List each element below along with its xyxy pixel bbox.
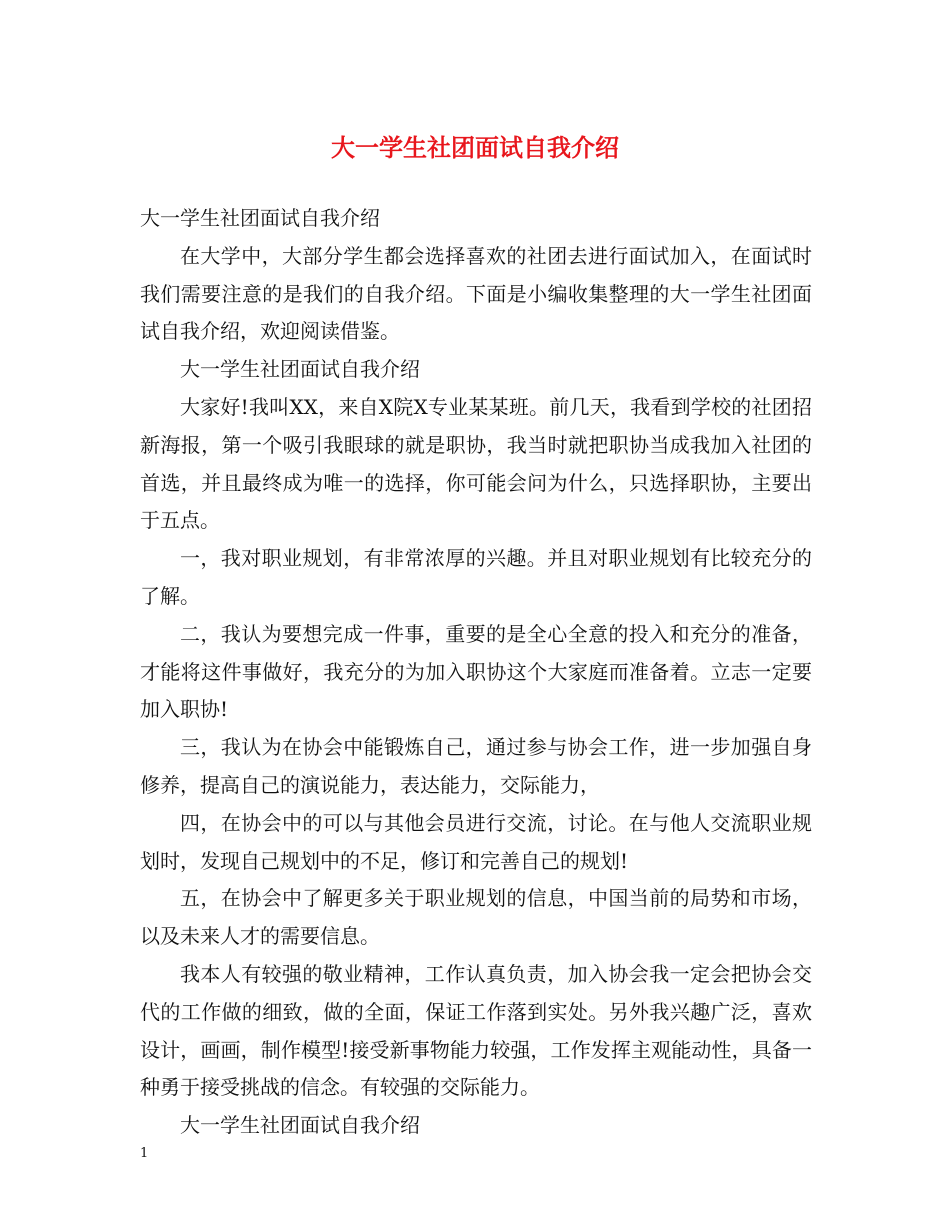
paragraph-point-five: 五，在协会中了解更多关于职业规划的信息，中国当前的局势和市场，以及未来人才的需要信息。 (140, 886, 812, 949)
paragraph-closing-heading: 大一学生社团面试自我介绍 (180, 1113, 420, 1138)
paragraph-point-one: 一，我对职业规划，有非常浓厚的兴趣。并且对职业规划有比较充分的了解。 (140, 546, 812, 608)
paragraph-intro: 在大学中，大部分学生都会选择喜欢的社团去进行面试加入，在面试时我们需要注意的是我们的自我介绍。下面是小编收集整理的大一学生社团面试自我介绍，欢迎阅读借鉴。 (140, 243, 812, 344)
paragraph-point-three: 三，我认为在协会中能锻炼自己，通过参与协会工作，进一步加强自身修养，提高自己的演说能力，表达能力，交际能力， (140, 735, 812, 797)
document-body (140, 200, 812, 1145)
paragraph-heading: 大一学生社团面试自我介绍 (140, 206, 380, 230)
paragraph-point-four: 四，在协会中的可以与其他会员进行交流，讨论。在与他人交流职业规划时，发现自己规划中的不足，修订和完善自己的规划! (140, 810, 812, 873)
page-number: 1 (140, 1146, 149, 1161)
paragraph-personal: 我本人有较强的敬业精神，工作认真负责，加入协会我一定会把协会交代的工作做的细致，做的全面，保证工作落到实处。另外我兴趣广泛，喜欢设计，画画，制作模型!接受新事物能力较强，工作发挥主观能动性，具备一种勇于接受挑战的信念。有较强的交际能力。 (140, 961, 812, 1100)
paragraph-greeting: 大家好!我叫XX，来自X院X专业某某班。前几天，我看到学校的社团招新海报，第一个吸引我眼球的就是职协，我当时就把职协当成我加入社团的首选，并且最终成为唯一的选择，你可能会问为什么，只选择职协，主要出于五点。 (140, 394, 812, 533)
paragraph-subheading: 大一学生社团面试自我介绍 (180, 357, 420, 382)
document-title: 大一学生社团面试自我介绍 (331, 133, 619, 162)
paragraph-point-two: 二，我认为要想完成一件事，重要的是全心全意的投入和充分的准备，才能将这件事做好，我充分的为加入职协这个大家庭而准备着。立志一定要加入职协! (140, 621, 812, 722)
